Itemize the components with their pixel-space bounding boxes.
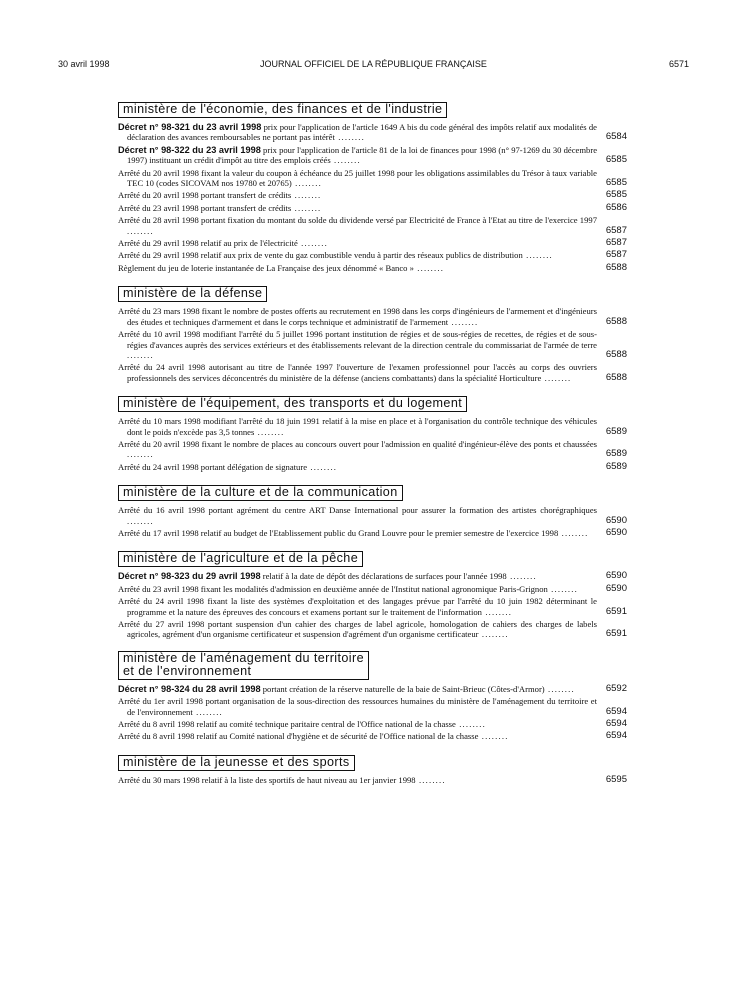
leader-dots: ........ (254, 426, 285, 437)
entry-page-number: 6589 (605, 425, 627, 437)
ministry-section (118, 651, 627, 742)
entry-page-number: 6588 (605, 371, 627, 383)
entry-text: Arrêté du 10 avril 1998 modifiant l'arrêté du 5 juillet 1996 portant institution de régies et de sous-régies de recettes, de régies et de sous-régies d'avances auprès des services extérieurs et des établissements relevant de la direction centrale du commissariat de l'armée de terre (118, 329, 597, 350)
entry-text: Arrêté du 24 avril 1998 fixant la liste des systèmes d'exploitation et des langages prévue par l'arrêté du 10 juin 1982 déterminant le programme et la nature des épreuves des concours et examens portant sur le traitement de l'information (118, 596, 597, 617)
entry-page-number: 6592 (605, 682, 627, 694)
toc-entry[interactable] (118, 775, 627, 785)
toc-entry[interactable] (118, 462, 627, 472)
entry-text: Arrêté du 29 avril 1998 relatif aux prix de vente du gaz combustible vendu à partir des réseaux publics de distribution (118, 250, 523, 261)
entry-page-number: 6591 (605, 628, 627, 640)
entry-text: Arrêté du 8 avril 1998 relatif au Comité national d'hygiène et de sécurité de l'Office national de la chasse (118, 731, 479, 742)
entry-text: Arrêté du 20 avril 1998 fixant le nombre de places au concours ouvert pour l'admission en qualité d'ingénieur-élève des ponts et chaussées (118, 438, 597, 449)
entry-page-number: 6594 (605, 730, 627, 742)
ministry-title (118, 485, 403, 501)
entry-page-number: 6587 (605, 237, 627, 249)
entry-page-number: 6584 (605, 131, 627, 143)
ministry-title (118, 286, 267, 302)
table-of-contents (118, 100, 627, 796)
entry-text: Arrêté du 20 avril 1998 portant transfert de crédits (118, 190, 292, 201)
entry-text: Arrêté du 23 avril 1998 fixant les modalités d'admission en deuxième année de l'Institut national agronomique Paris-Grignon (118, 583, 548, 594)
leader-dots: ........ (291, 190, 322, 201)
header-page-number: 6571 (668, 59, 689, 69)
ministry-title (118, 755, 355, 771)
toc-entry[interactable] (118, 145, 627, 166)
leader-dots: ........ (455, 719, 486, 730)
entry-page-number: 6594 (605, 718, 627, 730)
entry-text: Arrêté du 8 avril 1998 relatif au comité technique paritaire central de l'Office national de la chasse (118, 719, 456, 730)
entry-page-number: 6595 (605, 773, 627, 785)
ministry-title (118, 102, 447, 118)
ministry-title-line: et de l'environnement (123, 663, 252, 678)
ministry-section (118, 100, 627, 273)
ministry-title-line: ministère de l'agriculture et de la pêche (123, 551, 359, 566)
toc-entry[interactable] (118, 362, 627, 383)
leader-dots: ........ (127, 449, 154, 460)
toc-entry[interactable] (118, 684, 627, 694)
page-header (58, 59, 689, 73)
leader-dots: ........ (127, 515, 154, 526)
entry-page-number: 6587 (605, 224, 627, 236)
leader-dots: ........ (415, 774, 446, 785)
ministry-section (118, 549, 627, 639)
entry-text: Règlement du jeu de loterie instantanée de La Française des jeux dénommé « Banco » (118, 262, 414, 273)
toc-entry[interactable] (118, 215, 627, 236)
leader-dots: ........ (547, 583, 578, 594)
leader-dots: ........ (192, 706, 223, 717)
decree-reference: Décret n° 98-322 du 23 avril 1998 (118, 144, 261, 155)
entry-page-number: 6590 (605, 514, 627, 526)
toc-entry[interactable] (118, 250, 627, 260)
entry-page-number: 6588 (605, 261, 627, 273)
leader-dots: ........ (297, 238, 328, 249)
leader-dots: ........ (544, 683, 575, 694)
decree-reference: Décret n° 98-323 du 29 avril 1998 (118, 571, 261, 582)
toc-entry[interactable] (118, 731, 627, 741)
ministry-title-line: ministère de l'équipement, des transports et du logement (123, 396, 463, 411)
leader-dots: ........ (558, 527, 589, 538)
toc-entry[interactable] (118, 505, 627, 526)
ministry-title (118, 651, 369, 680)
entry-text: Arrêté du 20 avril 1998 fixant la valeur du coupon à échéance du 25 juillet 1998 pour les obligations assimilables du Trésor à taux variable TEC 10 (codes SICOVAM nos 19780 et 20765) (118, 167, 597, 189)
leader-dots: ........ (522, 250, 553, 261)
entry-text: Arrêté du 23 avril 1998 portant transfert de crédits (118, 202, 292, 213)
entry-page-number: 6587 (605, 249, 627, 261)
leader-dots: ........ (291, 178, 322, 189)
ministry-section (118, 753, 627, 785)
ministry-title (118, 551, 363, 567)
entry-page-number: 6585 (605, 154, 627, 166)
entry-text: Arrêté du 10 mars 1998 modifiant l'arrêté du 18 juin 1991 relatif à la mise en place et à l'organisation du contrôle technique des véhicules dont le poids n'excède pas 3,5 tonnes (118, 416, 597, 437)
toc-entry[interactable] (118, 190, 627, 200)
leader-dots: ........ (127, 225, 154, 236)
leader-dots: ........ (413, 262, 445, 273)
ministry-title-line: ministère de la jeunesse et des sports (123, 754, 350, 769)
entry-text: prix pour l'application de l'article 1649 A bis du code général des impôts relatif aux modalités de déclaration des avances remboursables ne portant pas intérêt (127, 122, 597, 143)
entry-page-number: 6585 (605, 177, 627, 189)
entry-text: Arrêté du 16 avril 1998 portant agrément du centre ART Danse International pour assurer la formation des artistes chorégraphiques (118, 505, 597, 516)
entry-text: Arrêté du 23 mars 1998 fixant le nombre de postes offerts au recrutement en 1998 dans les corps d'ingénieurs de l'armement et d'ingénieurs des études et techniques d'armement et dans le corps technique et administratif de l'armement (118, 306, 597, 327)
leader-dots: ........ (478, 731, 509, 742)
header-journal-title: JOURNAL OFFICIEL DE LA RÉPUBLIQUE FRANÇAISE (260, 59, 487, 69)
decree-reference: Décret n° 98-321 du 23 avril 1998 (118, 122, 262, 132)
entry-text: portant création de la réserve naturelle de la baie de Saint-Brieuc (Côtes-d'Armor) (260, 683, 545, 694)
toc-entry[interactable] (118, 329, 627, 360)
entry-page-number: 6590 (605, 570, 627, 582)
toc-entry[interactable] (118, 596, 627, 617)
toc-entry[interactable] (118, 528, 627, 538)
toc-entry[interactable] (118, 263, 627, 273)
leader-dots: ........ (448, 316, 479, 327)
ministry-title-line: ministère de l'économie, des finances et de l'industrie (123, 102, 443, 116)
entry-page-number: 6589 (605, 448, 627, 460)
toc-entry[interactable] (118, 122, 627, 143)
entry-text: Arrêté du 17 avril 1998 relatif au budget de l'Etablissement public du Grand Louvre pour le premier semestre de l'exercice 1998 (118, 527, 559, 538)
entry-text: Arrêté du 24 avril 1998 autorisant au titre de l'année 1997 l'ouverture de l'examen professionnel pour l'accès au corps des ouvriers professionnels des services déconcentrés du ministère de la défense (anciens combattants) dans la spécialité Horticulture (118, 362, 597, 383)
toc-entry[interactable] (118, 203, 627, 213)
ministry-section (118, 284, 627, 383)
toc-entry[interactable] (118, 696, 627, 717)
entry-page-number: 6591 (605, 605, 627, 617)
entry-page-number: 6588 (605, 348, 627, 360)
leader-dots: ........ (127, 349, 154, 360)
leader-dots: ........ (330, 155, 361, 166)
header-date: 30 avril 1998 (58, 59, 110, 69)
leader-dots: ........ (481, 606, 513, 617)
leader-dots: ........ (478, 629, 509, 640)
toc-entry[interactable] (118, 439, 627, 460)
toc-entry[interactable] (118, 238, 627, 248)
ministry-title-line: ministère de l'aménagement du territoire (123, 650, 365, 665)
entry-page-number: 6590 (605, 582, 627, 594)
toc-entry[interactable] (118, 584, 627, 594)
entry-text: prix pour l'application de l'article 81 de la loi de finances pour 1998 (n° 97-1269 du 30 décembre 1997) instituant un crédit d'impôt au titre des emplois créés (127, 144, 598, 166)
decree-reference: Décret n° 98-324 du 28 avril 1998 (118, 683, 261, 694)
toc-entry[interactable] (118, 416, 627, 437)
toc-entry[interactable] (118, 619, 627, 640)
ministry-title-line: ministère de la défense (123, 286, 263, 301)
entry-text: relatif à la date de dépôt des déclarations de surfaces pour l'année 1998 (260, 571, 507, 582)
entry-text: Arrêté du 29 avril 1998 relatif au prix de l'électricité (118, 238, 298, 249)
toc-entry[interactable] (118, 306, 627, 327)
ministry-title (118, 396, 467, 412)
entry-text: Arrêté du 30 mars 1998 relatif à la liste des sportifs de haut niveau au 1er janvier 1998 (118, 774, 416, 785)
toc-entry[interactable] (118, 571, 627, 581)
entry-page-number: 6586 (605, 201, 627, 213)
entry-text: Arrêté du 24 avril 1998 portant délégation de signature (118, 461, 308, 472)
entry-page-number: 6585 (605, 189, 627, 201)
ministry-section (118, 483, 627, 538)
ministry-title-line: ministère de la culture et de la communication (123, 485, 398, 500)
ministry-section (118, 394, 627, 472)
entry-text: Arrêté du 1er avril 1998 portant organisation de la sous-direction des ressources humaines du ministère de l'aménagement du territoire et de l'environnement (118, 696, 597, 717)
leader-dots: ........ (506, 571, 537, 582)
toc-entry[interactable] (118, 719, 627, 729)
toc-entry[interactable] (118, 168, 627, 189)
leader-dots: ........ (291, 202, 322, 213)
leader-dots: ........ (334, 132, 365, 143)
entry-text: Arrêté du 27 avril 1998 portant suspension d'un cahier des charges de label agricole, homologation de cahiers des charges de labels agricoles, agrément d'un organisme certificateur et suspension d'agrément d'un organisme certificateur (118, 619, 597, 640)
leader-dots: ........ (307, 461, 338, 472)
leader-dots: ........ (541, 372, 572, 383)
entry-page-number: 6590 (605, 526, 627, 538)
entry-page-number: 6588 (605, 315, 627, 327)
entry-page-number: 6589 (605, 460, 627, 472)
entry-page-number: 6594 (605, 705, 627, 717)
entry-text: Arrêté du 28 avril 1998 portant fixation du montant du solde du dividende versé par Electricité de France à l'Etat au titre de l'exercice 1997 (118, 215, 597, 226)
